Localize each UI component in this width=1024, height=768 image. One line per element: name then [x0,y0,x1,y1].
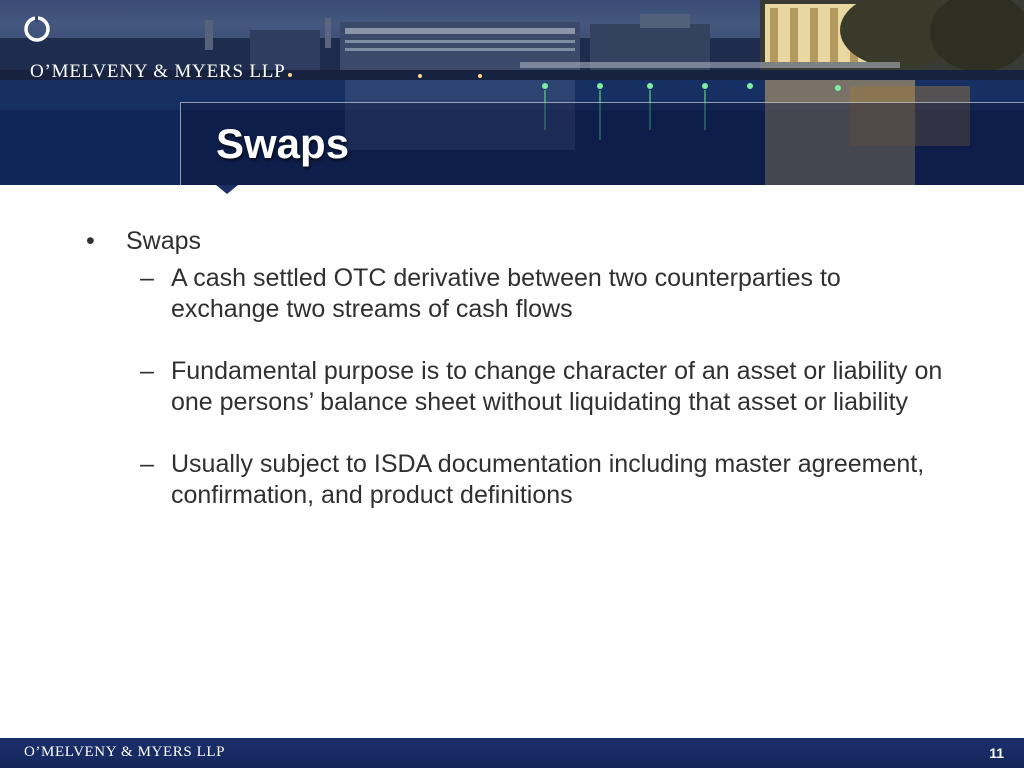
sub-item-text: A cash settled OTC derivative between two counterparties to exchange two streams of cash flows [171,264,841,323]
slide-body [86,226,956,511]
page-number: 11 [989,745,1004,761]
title-pointer-arrow [216,185,238,194]
bullet-marker: • [86,227,95,255]
sub-item-marker: – [140,264,154,292]
footer-logo: O’MELVENY & MYERS LLP [24,744,226,760]
header-banner-photo [0,0,1024,185]
logo-circle-icon [22,14,52,44]
slide-title: Swaps [216,120,350,167]
sub-item-marker: – [140,450,154,478]
footer-bar [0,738,1024,768]
bullet-text: Swaps [126,227,202,255]
sub-item [86,449,956,511]
sub-item [86,356,956,418]
sub-item-marker: – [140,357,154,385]
sub-item [86,263,956,325]
sub-item-text: Usually subject to ISDA documentation including master agreement, confirmation, and product definitions [171,450,925,509]
bullet-item [86,226,956,257]
sub-item-text: Fundamental purpose is to change character of an asset or liability on one persons’ balance sheet without liquidating that asset or liability [171,357,943,416]
logo-wordmark: O’MELVENY & MYERS LLP [30,61,286,82]
firm-logo [22,14,286,84]
